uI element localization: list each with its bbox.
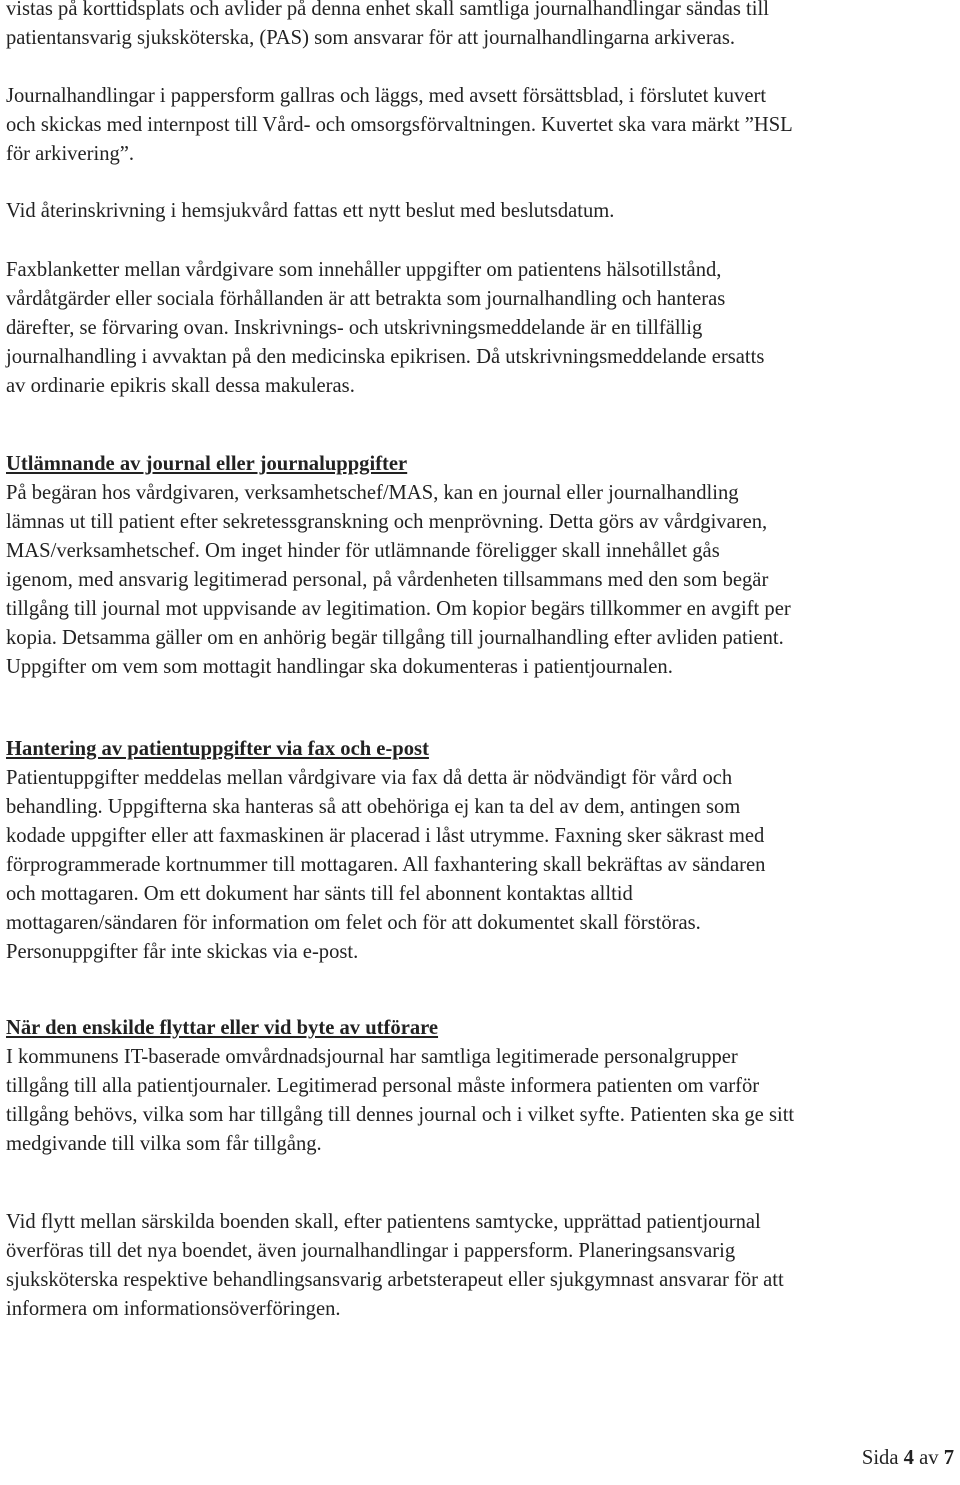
text-line: sjuksköterska respektive behandlingsansvarig arbetsterapeut eller sjukgymnast ansvarar för att (6, 1269, 784, 1291)
section-heading-fax-email: Hantering av patientuppgifter via fax och e-post (6, 738, 429, 760)
page-label: Sida (861, 1447, 899, 1469)
paragraph-archiving-responsibility (6, 0, 769, 53)
paragraph-paper-records (6, 82, 793, 169)
text-line: och skickas med internpost till Vård- och omsorgsförvaltningen. Kuvertet ska vara märkt ”HSL (6, 114, 793, 136)
page-separator: av (919, 1447, 939, 1469)
section-heading-relocation: När den enskilde flyttar eller vid byte av utförare (6, 1017, 439, 1039)
text-line: tillgång behövs, vilka som har tillgång till dennes journal och i vilket syfte. Patienten ska ge sitt (6, 1104, 795, 1126)
text-line: för arkivering”. (6, 143, 135, 165)
text-line: journalhandling i avvaktan på den medicinska epikrisen. Då utskrivningsmeddelande ersatts (6, 346, 765, 368)
text-line: Faxblanketter mellan vårdgivare som innehåller uppgifter om patientens hälsotillstånd, (6, 259, 722, 281)
text-line: medgivande till vilka som får tillgång. (6, 1133, 322, 1155)
text-line: därefter, se förvaring ovan. Inskrivnings- och utskrivningsmeddelande är en tillfällig (6, 317, 703, 339)
paragraph-disclosure (6, 479, 791, 682)
total-pages: 7 (943, 1447, 954, 1469)
text-line: kopia. Detsamma gäller om en anhörig begär tillgång till journalhandling efter avliden patient. (6, 627, 784, 649)
text-line: Vid återinskrivning i hemsjukvård fattas ett nytt beslut med beslutsdatum. (6, 200, 615, 222)
text-line: Vid flytt mellan särskilda boenden skall, efter patientens samtycke, upprättad patientjournal (6, 1211, 761, 1233)
text-line: vistas på korttidsplats och avlider på denna enhet skall samtliga journalhandlingar sändas till (6, 0, 769, 20)
paragraph-it-journal (6, 1043, 794, 1159)
text-line: mottagaren/sändaren för information om felet och för att dokumentet skall förstöras. (6, 912, 701, 934)
text-line: vårdåtgärder eller sociala förhållanden är att betrakta som journalhandling och hanteras (6, 288, 726, 310)
paragraph-relocation (6, 1208, 784, 1324)
text-line: Uppgifter om vem som mottagit handlingar ska dokumenteras i patientjournalen. (6, 656, 673, 678)
page-number-footer (862, 1444, 954, 1473)
text-line: tillgång till alla patientjournaler. Legitimerad personal måste informera patienten om varför (6, 1075, 760, 1097)
section-heading-disclosure: Utlämnande av journal eller journaluppgifter (6, 453, 408, 475)
text-line: behandling. Uppgifterna ska hanteras så att obehöriga ej kan ta del av dem, antingen som (6, 796, 741, 818)
current-page: 4 (903, 1447, 914, 1469)
text-line: igenom, med ansvarig legitimerad personal, på vårdenheten tillsammans med den som begär (6, 569, 769, 591)
text-line: överföras till det nya boendet, även journalhandlingar i pappersform. Planeringsansvarig (6, 1240, 736, 1262)
text-line: tillgång till journal mot uppvisande av legitimation. Om kopior begärs tillkommer en avgift per (6, 598, 791, 620)
paragraph-fax-forms (6, 256, 764, 401)
text-line: och mottagaren. Om ett dokument har sänts till fel abonnent kontaktas alltid (6, 883, 633, 905)
text-line: kodade uppgifter eller att faxmaskinen är placerad i låst utrymme. Faxning sker säkrast med (6, 825, 765, 847)
text-line: Patientuppgifter meddelas mellan vårdgivare via fax då detta är nödvändigt för vård och (6, 767, 733, 789)
text-line: På begäran hos vårdgivaren, verksamhetschef/MAS, kan en journal eller journalhandling (6, 482, 739, 504)
text-line: Journalhandlingar i pappersform gallras och läggs, med avsett försättsblad, i förslutet kuvert (6, 85, 767, 107)
paragraph-readmission (6, 197, 614, 226)
paragraph-fax-email (6, 764, 765, 967)
text-line: Personuppgifter får inte skickas via e-post. (6, 941, 359, 963)
text-line: I kommunens IT-baserade omvårdnadsjournal har samtliga legitimerade personalgrupper (6, 1046, 738, 1068)
text-line: informera om informationsöverföringen. (6, 1298, 341, 1320)
text-line: MAS/verksamhetschef. Om inget hinder för utlämnande föreligger skall innehållet gås (6, 540, 720, 562)
text-line: förprogrammerade kortnummer till mottagaren. All faxhantering skall bekräftas av sändaren (6, 854, 766, 876)
text-line: lämnas ut till patient efter sekretessgranskning och menprövning. Detta görs av vårdgivaren, (6, 511, 768, 533)
text-line: av ordinarie epikris skall dessa makuleras. (6, 375, 355, 397)
text-line: patientansvarig sjuksköterska, (PAS) som ansvarar för att journalhandlingarna arkiveras. (6, 27, 735, 49)
